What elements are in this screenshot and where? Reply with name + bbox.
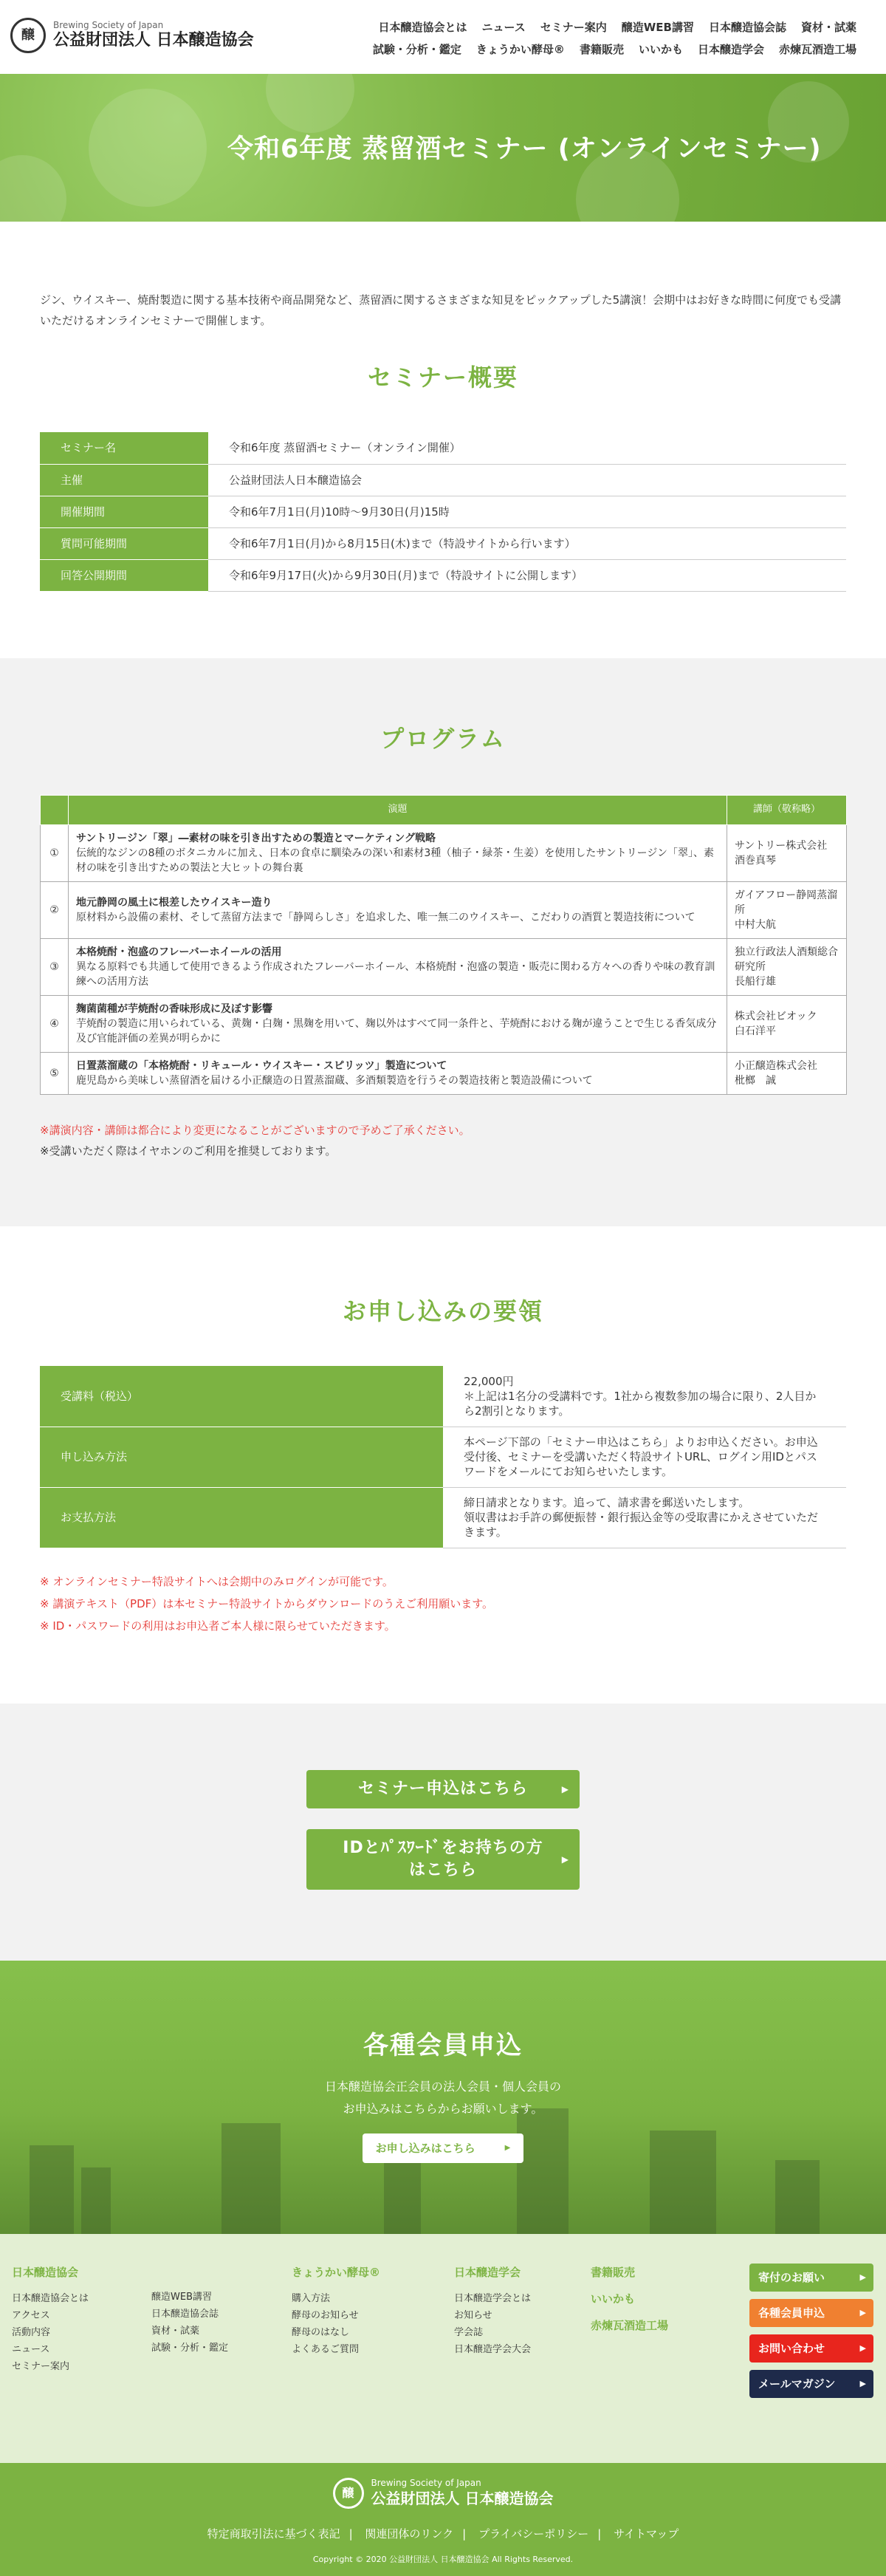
footer-legal-links: 特定商取引法に基づく表記 | 関連団体のリンク | プライバシーポリシー | サイトマップ xyxy=(207,2527,679,2541)
row-value: 締日請求となります。追って、請求書を郵送いたします。 領収書はお手許の郵便振替・銀行振込金等の受取書にかえさせていただきます。 xyxy=(443,1487,846,1548)
row-value: 令和6年9月17日(火)から9月30日(月)まで（特設サイトに公開します） xyxy=(208,559,846,591)
nav-society[interactable]: 日本醸造学会 xyxy=(697,43,764,56)
page-title: 令和6年度 蒸留酒セミナー (オンラインセミナー) xyxy=(227,134,822,164)
footer-link-brewery[interactable]: 赤煉瓦酒造工場 xyxy=(591,2318,669,2332)
footer-link[interactable]: 醸造WEB講習 xyxy=(151,2291,212,2303)
footer-link[interactable]: 日本醸造学会とは xyxy=(454,2292,532,2304)
table-row xyxy=(41,881,847,938)
footer-logo[interactable] xyxy=(333,2478,554,2509)
lecture-speaker: 小正醸造株式会社 枇榔 誠 xyxy=(727,1052,847,1094)
logo-english: Brewing Society of Japan xyxy=(53,19,164,30)
lecture-title: 麹菌菌種が芋焼酎の香味形成に及ぼす影響 xyxy=(76,1002,272,1015)
table-row xyxy=(41,938,847,995)
lecture-topic xyxy=(69,881,727,938)
city-silhouette xyxy=(222,2123,281,2234)
row-value: 22,000円 ＊上記は1名分の受講料です。1社から複数参加の場合に限り、2人目から2割引となります。 xyxy=(443,1366,846,1427)
membership-text: 日本醸造協会正会員の法人会員・個人会員の お申込みはこちらからお願いします。 xyxy=(324,2079,561,2116)
program-table xyxy=(40,795,847,1095)
footer-link[interactable]: 資材・試薬 xyxy=(151,2325,200,2337)
donation-button[interactable]: 寄付のお願い ▶ xyxy=(749,2264,873,2292)
table-row xyxy=(40,559,846,591)
row-value: 令和6年度 蒸留酒セミナー（オンライン開催） xyxy=(208,432,846,464)
table-row xyxy=(40,1366,846,1427)
lecture-title: 日置蒸溜蔵の「本格焼酎・リキュール・ウイスキー・スピリッツ」製造について xyxy=(76,1059,447,1072)
table-row xyxy=(40,1427,846,1487)
note-item: ※ ID・パスワードの利用はお申込者ご本人様に限らせていただきます。 xyxy=(40,1619,396,1633)
num-header xyxy=(41,795,69,824)
table-header-row xyxy=(41,795,847,824)
nav-news[interactable]: ニュース xyxy=(481,21,526,34)
lecture-speaker: サントリー株式会社 酒巻真琴 xyxy=(727,824,847,881)
nav-row-2 xyxy=(340,38,856,61)
program-section xyxy=(0,658,886,1226)
row-value: 令和6年7月1日(月)から8月15日(木)まで（特設サイトから行います） xyxy=(208,527,846,559)
table-row xyxy=(40,1487,846,1548)
table-row xyxy=(41,824,847,881)
overview-title: セミナー概要 xyxy=(367,363,518,392)
topic-header: 演題 xyxy=(69,795,727,824)
footer-link-iikamo[interactable]: いいかも xyxy=(591,2292,636,2306)
overview-section xyxy=(0,222,886,592)
application-section xyxy=(0,1226,886,1704)
hero-banner xyxy=(0,74,886,222)
seminar-apply-label: セミナー申込はこちら xyxy=(357,1779,528,1798)
row-label: 受講料（税込） xyxy=(40,1366,443,1427)
city-silhouette xyxy=(650,2131,716,2234)
row-label: 開催期間 xyxy=(40,496,208,527)
link-sitemap[interactable]: サイトマップ xyxy=(614,2527,679,2541)
arrow-right-icon: ▶ xyxy=(859,2343,866,2353)
row-label: セミナー名 xyxy=(40,432,208,464)
footer-link[interactable]: 日本醸造協会誌 xyxy=(151,2308,219,2320)
city-silhouette xyxy=(517,2108,569,2234)
row-label: 申し込み方法 xyxy=(40,1427,443,1487)
lecture-desc: 原材料から設備の素材、そして蒸留方法まで「静岡らしさ」を追求した、唯一無二のウイスキー、こだわりの酒質と製造技術について xyxy=(76,911,696,923)
logo-english: Brewing Society of Japan xyxy=(371,2478,481,2489)
nav-about[interactable]: 日本醸造協会とは xyxy=(378,21,467,34)
footer-link[interactable]: 学会誌 xyxy=(454,2326,484,2338)
lecture-number: ① xyxy=(41,824,69,881)
footer-link[interactable]: セミナー案内 xyxy=(12,2360,70,2372)
newsletter-button[interactable]: メールマガジン ▶ xyxy=(749,2370,873,2398)
link-privacy[interactable]: プライバシーポリシー xyxy=(478,2527,589,2541)
footer-link-books[interactable]: 書籍販売 xyxy=(591,2265,636,2279)
footer-link[interactable]: 購入方法 xyxy=(292,2292,331,2304)
lecture-number: ③ xyxy=(41,938,69,995)
nav-yeast[interactable]: きょうかい酵母® xyxy=(475,43,565,56)
footer-link[interactable]: ニュース xyxy=(12,2343,50,2355)
program-change-note: ※講演内容・講師は都合により変更になることがございますので予めご了承ください。 xyxy=(40,1123,470,1137)
site-logo[interactable] xyxy=(10,18,254,53)
lecture-speaker: 株式会社ビオック 白石洋平 xyxy=(727,995,847,1052)
logo-mark: 醸 xyxy=(10,18,46,53)
link-related[interactable]: 関連団体のリンク xyxy=(365,2527,454,2541)
city-silhouette xyxy=(81,2167,111,2234)
footer-col-yeast xyxy=(292,2264,380,2358)
logo-mark: 醸 xyxy=(333,2478,364,2509)
site-footer xyxy=(0,2234,886,2576)
table-row xyxy=(40,496,846,527)
membership-title: 各種会員申込 xyxy=(363,2030,523,2060)
cta-section xyxy=(0,1704,886,1961)
membership-footer-button[interactable]: 各種会員申込 ▶ xyxy=(749,2299,873,2327)
hero-decoration xyxy=(0,155,66,222)
lecture-number: ④ xyxy=(41,995,69,1052)
city-silhouette xyxy=(384,2153,421,2234)
seminar-apply-button[interactable] xyxy=(306,1770,580,1808)
lecture-desc: 異なる原料でも共通して使用できるよう作成されたフレーバーホイール、本格焼酎・泡盛の製造・販売に関わる方々への香りや味の教育訓練への活用方法 xyxy=(76,960,715,988)
arrow-right-icon: ▶ xyxy=(859,2272,866,2282)
copyright: Copyright © 2020 公益財団法人 日本醸造協会 All Rights Reserved. xyxy=(312,2554,574,2564)
footer-col-academic xyxy=(454,2264,531,2358)
lecture-number: ⑤ xyxy=(41,1052,69,1094)
global-nav xyxy=(340,16,856,61)
footer-bottom xyxy=(0,2463,886,2576)
arrow-right-icon: ▶ xyxy=(859,2307,866,2317)
table-row xyxy=(40,432,846,464)
row-label: お支払方法 xyxy=(40,1487,443,1548)
note-item: ※ 講演テキスト（PDF）は本セミナー特設サイトからダウンロードのうえご利用願います。 xyxy=(40,1596,494,1610)
lecture-desc: 鹿児島から美味しい蒸留酒を届ける小正醸造の日置蒸溜蔵、多酒類製造を行うその製造技術と製造設備について xyxy=(76,1074,593,1087)
footer-link[interactable]: アクセス xyxy=(12,2309,50,2321)
earphone-note: ※受講いただく際はイヤホンのご利用を推奨しております。 xyxy=(40,1144,337,1158)
footer-link[interactable]: 日本醸造学会大会 xyxy=(454,2343,532,2355)
arrow-right-icon: ▶ xyxy=(561,1783,569,1794)
footer-link[interactable]: 酵母のはなし xyxy=(292,2326,350,2338)
footer-col-heading[interactable]: きょうかい酵母® xyxy=(292,2265,381,2279)
lecture-number: ② xyxy=(41,881,69,938)
link-commerce-law[interactable]: 特定商取引法に基づく表記 xyxy=(207,2527,340,2541)
footer-col-heading[interactable]: 日本醸造協会 xyxy=(12,2265,79,2279)
table-row xyxy=(40,527,846,559)
nav-seminar[interactable]: セミナー案内 xyxy=(540,21,607,34)
footer-col-other xyxy=(591,2264,668,2343)
footer-link[interactable]: よくあるご質問 xyxy=(292,2343,360,2355)
arrow-right-icon: ▶ xyxy=(561,1854,569,1865)
login-label: IDとﾊﾟｽﾜｰﾄﾞをお持ちの方 はこちら xyxy=(343,1838,543,1879)
footer-link[interactable]: 試験・分析・鑑定 xyxy=(151,2342,229,2354)
membership-apply-label: お申し込みはこちら xyxy=(375,2141,475,2155)
city-silhouette xyxy=(30,2145,74,2234)
logo-japanese: 公益財団法人 日本醸造協会 xyxy=(53,30,254,49)
application-table xyxy=(40,1366,846,1548)
row-value: 公益財団法人日本醸造協会 xyxy=(208,464,846,496)
footer-col-services xyxy=(151,2289,228,2357)
nav-row-1 xyxy=(340,16,856,38)
lecture-speaker: 独立行政法人酒類総合研究所 長船行雄 xyxy=(727,938,847,995)
lecture-speaker: ガイアフロー静岡蒸溜所 中村大航 xyxy=(727,881,847,938)
lecture-title: 地元静岡の風土に根差したウイスキー造り xyxy=(76,896,272,909)
row-label: 回答公開期間 xyxy=(40,559,208,591)
footer-links-area xyxy=(0,2234,886,2463)
lecture-topic xyxy=(69,824,727,881)
contact-button[interactable]: お問い合わせ ▶ xyxy=(749,2334,873,2363)
lecture-topic xyxy=(69,938,727,995)
nav-analysis[interactable]: 試験・分析・鑑定 xyxy=(372,43,461,56)
intro-text: ジン、ウイスキー、焼酎製造に関する基本技術や商品開発など、蒸留酒に関するさまざまな知見をピックアップした5講演！会期中はお好きな時間に何度でも受講いただけるオンラインセミナーで開催します。 xyxy=(40,293,842,327)
city-silhouette xyxy=(775,2160,820,2234)
footer-col-society xyxy=(12,2264,89,2375)
lecture-topic xyxy=(69,995,727,1052)
nav-iikamo[interactable]: いいかも xyxy=(638,43,683,56)
row-label: 質問可能期間 xyxy=(40,527,208,559)
speaker-header: 講師（敬称略） xyxy=(727,795,847,824)
lecture-title: サントリージン「翠」―素材の味を引き出すための製造とマーケティング戦略 xyxy=(76,832,436,844)
note-item: ※ オンラインセミナー特設サイトへは会期中のみログインが可能です。 xyxy=(40,1574,394,1588)
application-notes xyxy=(40,1571,846,1637)
program-title: プログラム xyxy=(380,724,506,753)
table-row xyxy=(41,1052,847,1094)
footer-link[interactable]: お知らせ xyxy=(454,2309,492,2321)
lecture-topic xyxy=(69,1052,727,1094)
hero-decoration xyxy=(89,89,207,207)
row-value: 令和6年7月1日(月)10時～9月30日(月)15時 xyxy=(208,496,846,527)
nav-books[interactable]: 書籍販売 xyxy=(579,43,624,56)
arrow-right-icon: ▶ xyxy=(859,2378,866,2388)
hero-decoration xyxy=(266,74,354,133)
nav-web-course[interactable]: 醸造WEB講習 xyxy=(621,21,694,34)
logo-japanese: 公益財団法人 日本醸造協会 xyxy=(371,2489,554,2507)
nav-journal[interactable]: 日本醸造協会誌 xyxy=(708,21,786,34)
lecture-title: 本格焼酎・泡盛のフレーバーホイールの活用 xyxy=(76,946,282,958)
footer-col-heading[interactable]: 日本醸造学会 xyxy=(454,2265,521,2279)
application-title: お申し込みの要領 xyxy=(342,1296,543,1325)
footer-link[interactable]: 酵母のお知らせ xyxy=(292,2309,359,2321)
footer-link[interactable]: 活動内容 xyxy=(12,2326,51,2338)
row-value: 本ページ下部の「セミナー申込はこちら」よりお申込ください。お申込受付後、セミナーを受講いただく特設サイトURL、ログイン用IDとパスワードをメールにてお知らせいたします。 xyxy=(443,1427,846,1487)
site-header xyxy=(0,0,886,74)
row-label: 主催 xyxy=(40,464,208,496)
table-row xyxy=(40,464,846,496)
overview-table xyxy=(40,432,846,592)
table-row xyxy=(41,995,847,1052)
lecture-desc: 芋焼酎の製造に用いられている、黄麹・白麹・黒麹を用いて、麹以外はすべて同一条件と、芋焼酎における麹が違うことで生じる香気成分及び官能評価の差異が明らかに xyxy=(76,1017,717,1045)
login-button[interactable] xyxy=(306,1829,580,1890)
membership-apply-button[interactable] xyxy=(363,2133,523,2163)
membership-banner xyxy=(0,1961,886,2234)
nav-materials[interactable]: 資材・試薬 xyxy=(800,21,856,34)
arrow-right-icon: ▶ xyxy=(504,2143,511,2152)
nav-brewery[interactable]: 赤煉瓦酒造工場 xyxy=(778,43,856,56)
footer-link[interactable]: 日本醸造協会とは xyxy=(12,2292,89,2304)
lecture-desc: 伝統的なジンの8種のボタニカルに加え、日本の食卓に馴染みの深い和素材3種（柚子・緑茶・生姜）を使用したサントリージン「翠」、素材の味を引き出すための製法と大ヒットの舞台裏 xyxy=(76,847,714,874)
